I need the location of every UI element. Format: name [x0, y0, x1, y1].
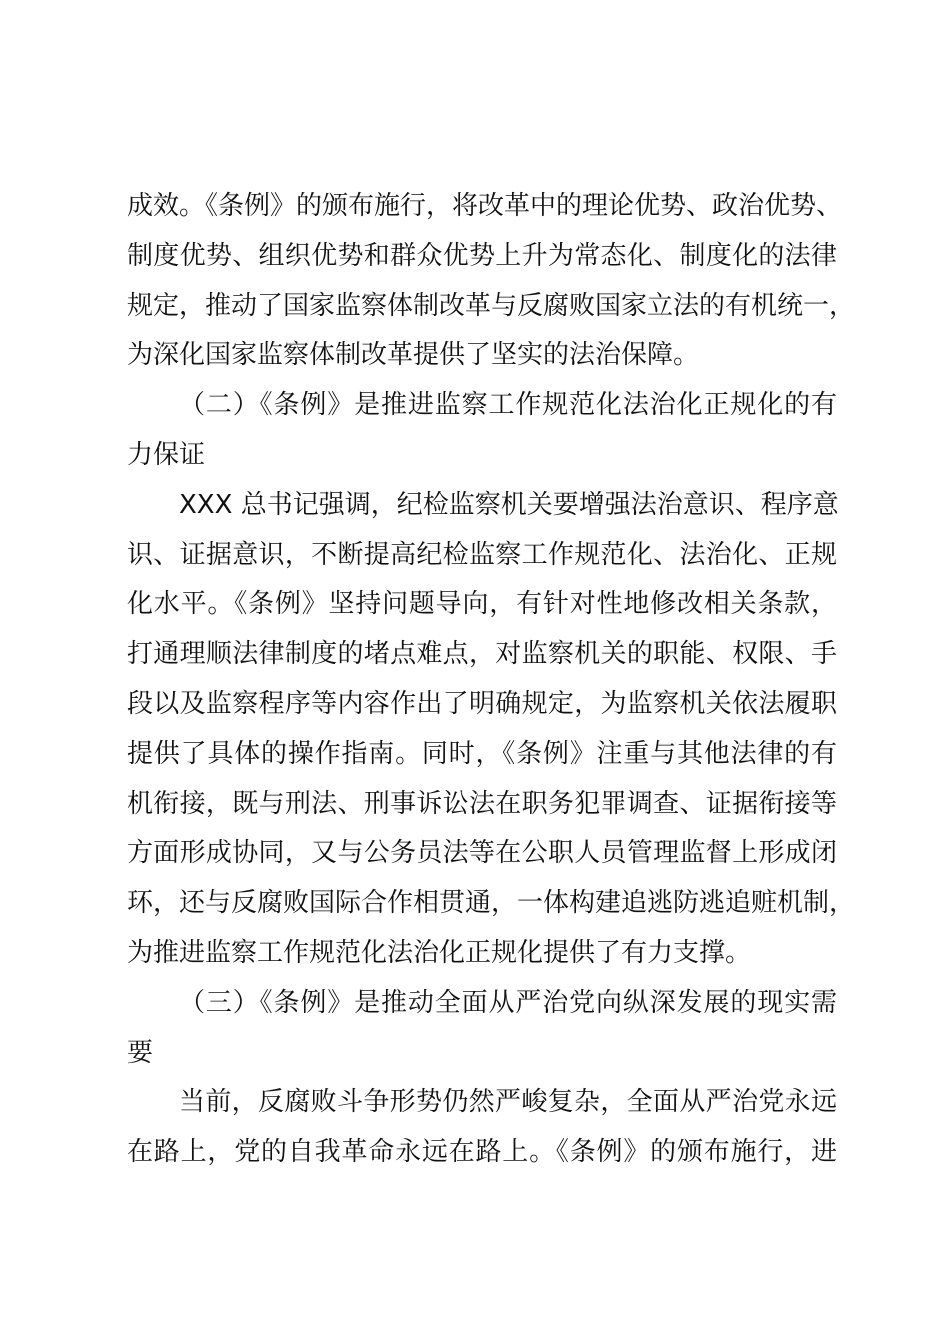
text-line: 当前，反腐败斗争形势仍然严峻复杂，全面从严治党永远 [179, 1087, 837, 1118]
heading-line: 要 [127, 1037, 154, 1068]
heading-line: 力保证 [127, 439, 206, 470]
text-line: 在路上，党的自我革命永远在路上。《条例》的颁布施行，进 [127, 1137, 837, 1168]
text-line: 段以及监察程序等内容作出了明确规定，为监察机关依法履职 [127, 688, 837, 719]
text-line: 机衔接，既与刑法、刑事诉讼法在职务犯罪调查、证据衔接等 [127, 788, 837, 819]
text-line: 打通理顺法律制度的堵点难点，对监察机关的职能、权限、手 [127, 639, 837, 670]
text-line: 方面形成协同，又与公务员法等在公职人员管理监督上形成闭 [127, 838, 837, 869]
text-line: 为深化国家监察体制改革提供了坚实的法治保障。 [127, 340, 700, 371]
text-line: 成效。《条例》的颁布施行，将改革中的理论优势、政治优势、 [127, 191, 843, 221]
section-heading-2 [127, 381, 837, 481]
section-heading-3 [127, 979, 837, 1079]
document-body [127, 182, 856, 1178]
text-line: 环，还与反腐败国际合作相贯通，一体构建追逃防逃追赃机制， [127, 888, 856, 919]
paragraph-2 [127, 481, 856, 979]
text-line: XXX 总书记强调，纪检监察机关要增强法治意识、程序意 [179, 489, 839, 520]
heading-line: （二）《条例》是推进监察工作规范化法治化正规化的有 [179, 390, 837, 421]
text-line: 识、证据意识，不断提高纪检监察工作规范化、法治化、正规 [127, 539, 837, 570]
heading-line: （三）《条例》是推动全面从严治党向纵深发展的现实需 [179, 987, 837, 1018]
text-line: 为推进监察工作规范化法治化正规化提供了有力支撑。 [127, 937, 752, 968]
text-line: 提供了具体的操作指南。同时，《条例》注重与其他法律的有 [127, 738, 837, 769]
text-line: 化水平。《条例》坚持问题导向，有针对性地修改相关条款， [127, 589, 837, 620]
text-line: 规定，推动了国家监察体制改革与反腐败国家立法的有机统一， [127, 290, 856, 321]
text-line: 制度优势、组织优势和群众优势上升为常态化、制度化的法律 [127, 240, 837, 271]
paragraph-3 [127, 1078, 837, 1178]
paragraph-1 [127, 182, 856, 381]
